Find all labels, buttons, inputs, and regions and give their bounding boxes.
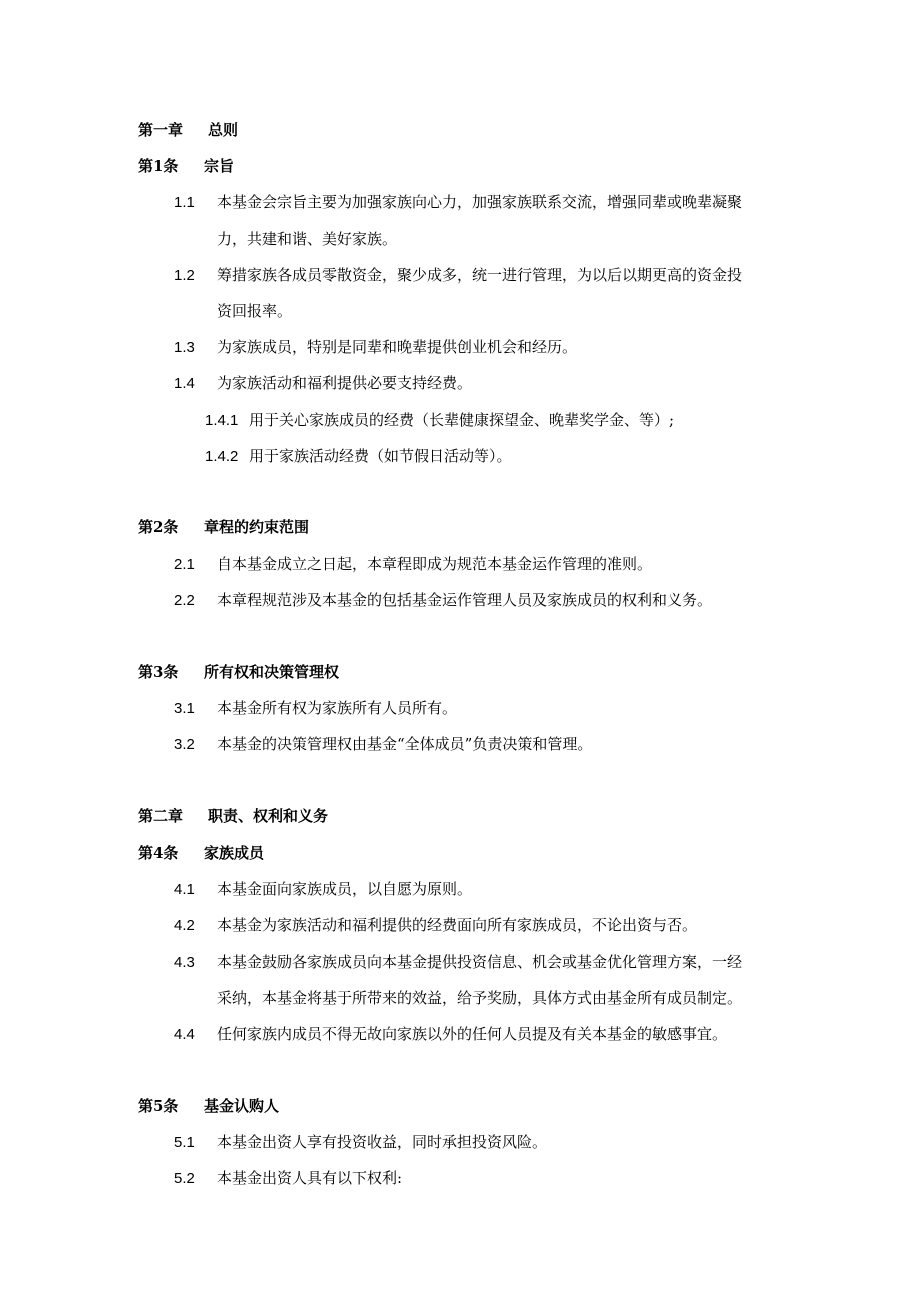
clause bbox=[174, 1132, 547, 1153]
article-title: 宗旨 bbox=[204, 157, 235, 175]
clause-number: 5.2 bbox=[174, 1170, 195, 1187]
clause-number: 1.4 bbox=[174, 375, 195, 392]
article-number: 第2条 bbox=[138, 518, 179, 536]
article-title: 基金认购人 bbox=[204, 1097, 280, 1115]
article-heading bbox=[138, 662, 339, 682]
clause-number: 4.4 bbox=[174, 1026, 195, 1043]
clause bbox=[174, 952, 742, 973]
clause-number: 1.3 bbox=[174, 339, 195, 356]
chapter-title: 总则 bbox=[208, 121, 239, 139]
clause bbox=[174, 590, 712, 611]
article-title: 家族成员 bbox=[204, 844, 265, 862]
sub-clause bbox=[205, 446, 512, 467]
article-title: 章程的约束范围 bbox=[204, 518, 310, 536]
clause-text: 自本基金成立之日起，本章程即成为规范本基金运作管理的准则。 bbox=[217, 555, 653, 573]
sub-clause-number: 1.4.2 bbox=[205, 448, 239, 465]
clause-text: 本基金会宗旨主要为加强家族向心力，加强家族联系交流，增强同辈或晚辈凝聚 bbox=[217, 193, 743, 211]
clause-text: 本基金为家族活动和福利提供的经费面向所有家族成员，不论出资与否。 bbox=[217, 916, 698, 934]
clause-text: 本基金的决策管理权由基金“全体成员”负责决策和管理。 bbox=[217, 735, 593, 753]
article-number: 第5条 bbox=[138, 1097, 179, 1115]
clause bbox=[174, 698, 457, 719]
article-title: 所有权和决策管理权 bbox=[204, 663, 340, 681]
clause-text: 本基金出资人具有以下权利: bbox=[217, 1169, 403, 1187]
clause bbox=[174, 1168, 402, 1189]
clause bbox=[174, 879, 472, 900]
clause-number: 5.1 bbox=[174, 1134, 195, 1151]
clause bbox=[174, 373, 472, 394]
clause-continuation: 资回报率。 bbox=[217, 302, 293, 320]
clause-continuation: 采纳，本基金将基于所带来的效益，给予奖励，具体方式由基金所有成员制定。 bbox=[217, 989, 743, 1007]
article-heading bbox=[138, 156, 234, 176]
clause-number: 4.2 bbox=[174, 917, 195, 934]
clause-number: 2.1 bbox=[174, 556, 195, 573]
article-number: 第1条 bbox=[138, 157, 179, 175]
chapter-heading bbox=[138, 806, 328, 826]
clause bbox=[174, 915, 697, 936]
clause-number: 3.2 bbox=[174, 736, 195, 753]
chapter-heading bbox=[138, 120, 238, 140]
clause bbox=[174, 1024, 727, 1045]
chapter-number: 第二章 bbox=[138, 807, 184, 825]
clause bbox=[174, 192, 742, 213]
article-heading bbox=[138, 1096, 279, 1116]
article-heading bbox=[138, 517, 309, 537]
clause-number: 4.1 bbox=[174, 881, 195, 898]
sub-clause-text: 用于关心家族成员的经费（长辈健康探望金、晚辈奖学金、等）; bbox=[249, 411, 675, 429]
clause bbox=[174, 554, 652, 575]
chapter-title: 职责、权利和义务 bbox=[208, 807, 329, 825]
clause-text: 筹措家族各成员零散资金，聚少成多，统一进行管理，为以后以期更高的资金投 bbox=[217, 266, 743, 284]
clause-text: 本基金所有权为家族所有人员所有。 bbox=[217, 699, 458, 717]
clause-text: 本基金出资人享有投资收益，同时承担投资风险。 bbox=[217, 1133, 548, 1151]
clause-text: 本章程规范涉及本基金的包括基金运作管理人员及家族成员的权利和义务。 bbox=[217, 591, 713, 609]
clause bbox=[174, 337, 577, 358]
clause-text: 任何家族内成员不得无故向家族以外的任何人员提及有关本基金的敏感事宜。 bbox=[217, 1025, 728, 1043]
article-number: 第4条 bbox=[138, 844, 179, 862]
clause bbox=[174, 265, 742, 286]
clause-number: 3.1 bbox=[174, 700, 195, 717]
clause-number: 1.2 bbox=[174, 267, 195, 284]
clause-text: 本基金鼓励各家族成员向本基金提供投资信息、机会或基金优化管理方案，一经 bbox=[217, 953, 743, 971]
clause bbox=[174, 734, 592, 755]
clause-continuation: 力，共建和谐、美好家族。 bbox=[217, 230, 398, 248]
clause-number: 2.2 bbox=[174, 592, 195, 609]
clause-number: 4.3 bbox=[174, 954, 195, 971]
sub-clause-text: 用于家族活动经费（如节假日活动等）。 bbox=[249, 447, 512, 465]
clause-text: 为家族活动和福利提供必要支持经费。 bbox=[217, 374, 473, 392]
sub-clause bbox=[205, 410, 674, 431]
clause-number: 1.1 bbox=[174, 194, 195, 211]
article-number: 第3条 bbox=[138, 663, 179, 681]
sub-clause-number: 1.4.1 bbox=[205, 412, 239, 429]
clause-text: 为家族成员，特别是同辈和晚辈提供创业机会和经历。 bbox=[217, 338, 578, 356]
article-heading bbox=[138, 843, 264, 863]
clause-text: 本基金面向家族成员，以自愿为原则。 bbox=[217, 880, 473, 898]
chapter-number: 第一章 bbox=[138, 121, 184, 139]
